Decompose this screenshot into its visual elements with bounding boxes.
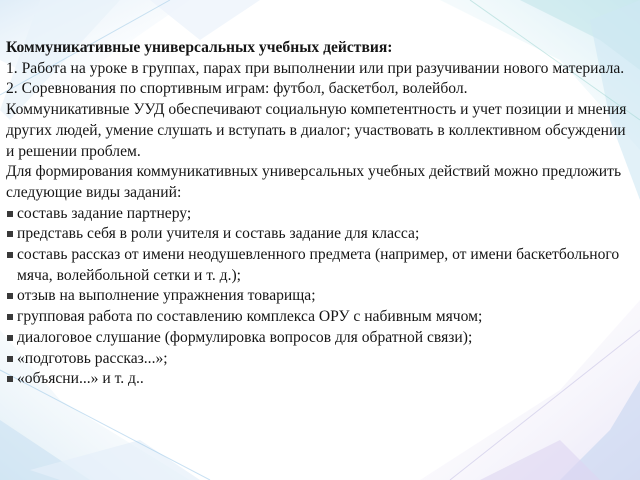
list-item-text: групповая работа по составлению комплекса ОРУ с набивным мячом; bbox=[17, 308, 483, 326]
list-item-text: «подготовь рассказ...»; bbox=[17, 349, 168, 367]
list-item-text: представь себя в роли учителя и составь задание для класса; bbox=[17, 225, 420, 243]
bullet-square-icon bbox=[7, 293, 13, 299]
list-item-text: «объясни...» и т. д.. bbox=[17, 370, 144, 388]
paragraph-uud-description: Коммуникативные УУД обеспечивают социальную компетентность и учет позиции и мнения других людей, умение слушать и вступать в диалог; участвовать в коллективном обсуждении и решении проблем. bbox=[6, 101, 627, 160]
list-item-text: составь задание партнеру; bbox=[17, 204, 192, 222]
list-item bbox=[6, 204, 634, 225]
task-list bbox=[6, 204, 634, 390]
list-item-text: составь рассказ от имени неодушевленного предмета (например, от имени баскетбольного мяча, волейбольной сетки и т. д.); bbox=[17, 246, 620, 284]
paragraph-competitions: 2. Соревнования по спортивным играм: футбол, баскетбол, волейбол. bbox=[6, 80, 468, 98]
list-item bbox=[6, 307, 634, 328]
paragraph-task-intro: Для формирования коммуникативных универсальных учебных действий можно предложить следующие виды заданий: bbox=[6, 163, 622, 201]
bullet-square-icon bbox=[7, 231, 13, 237]
list-item-text: диалоговое слушание (формулировка вопросов для обратной связи); bbox=[17, 328, 473, 346]
bullet-square-icon bbox=[7, 252, 13, 258]
bullet-square-icon bbox=[7, 211, 13, 217]
list-item bbox=[6, 328, 634, 349]
bullet-square-icon bbox=[7, 314, 13, 320]
list-item bbox=[6, 245, 634, 286]
bullet-square-icon bbox=[7, 356, 13, 362]
list-item bbox=[6, 369, 634, 390]
list-item bbox=[6, 349, 634, 370]
list-item bbox=[6, 286, 634, 307]
slide-heading: Коммуникативные универсальных учебных действия: bbox=[6, 39, 393, 56]
list-item bbox=[6, 224, 634, 245]
bullet-square-icon bbox=[7, 335, 13, 341]
slide-text bbox=[6, 38, 634, 390]
bullet-square-icon bbox=[7, 376, 13, 382]
list-item-text: отзыв на выполнение упражнения товарища; bbox=[17, 287, 316, 305]
paragraph-group-work: 1. Работа на уроке в группах, парах при выполнении или при разучивании нового материала. bbox=[6, 59, 625, 77]
